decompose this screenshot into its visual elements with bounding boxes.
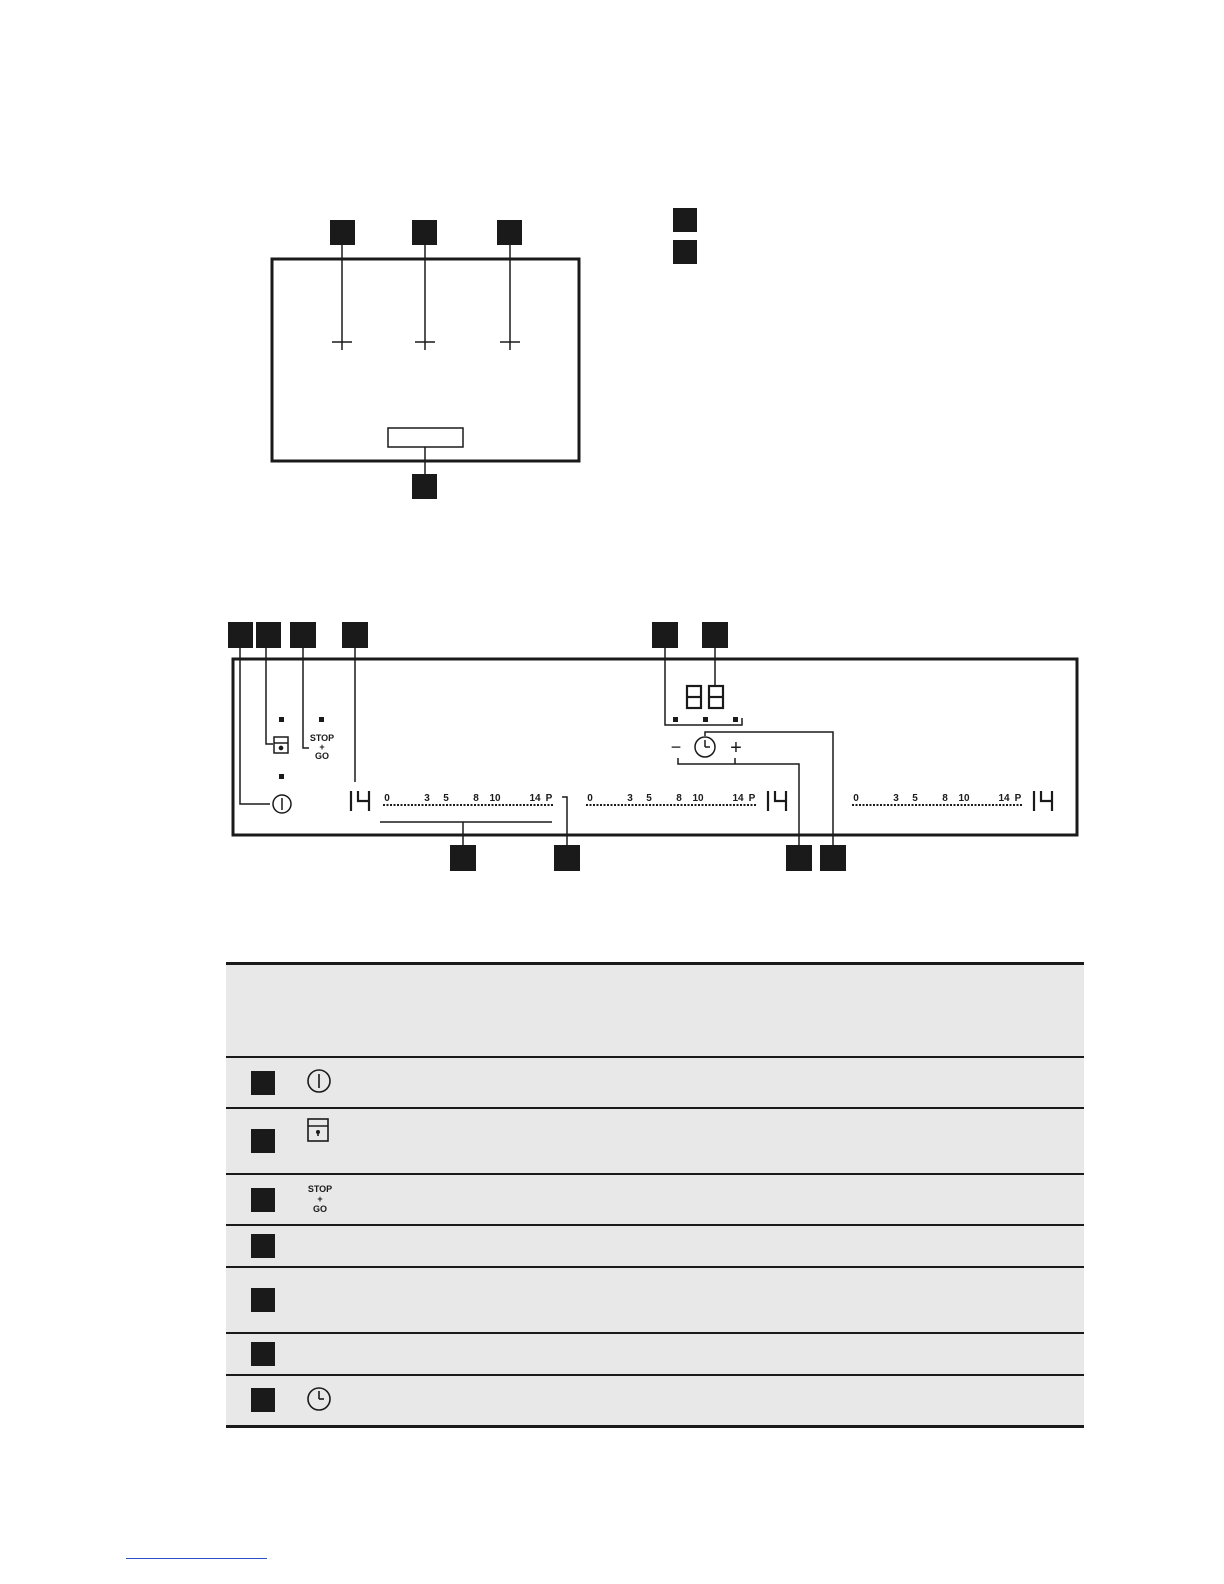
callout-marker-icon [251,1342,275,1366]
timer-plus: + [730,737,742,759]
table-row [226,1175,1084,1226]
callout-marker-icon [554,845,580,871]
svg-text:0: 0 [384,793,390,804]
callout-marker-icon [228,622,253,648]
power-slider-middle [586,793,756,805]
table-row [226,1226,1084,1268]
callout-marker-icon [251,1388,275,1412]
svg-text:8: 8 [473,793,479,804]
callout-marker-icon [251,1188,275,1212]
timer-icon [306,1386,332,1412]
callout-marker-icon [702,622,728,648]
svg-text:5: 5 [912,793,918,804]
callout-marker-icon [251,1234,275,1258]
svg-text:3: 3 [627,793,633,804]
timer-display [687,686,723,708]
table-header [226,965,1084,1058]
callout-marker-icon [251,1071,275,1095]
svg-text:5: 5 [646,793,652,804]
zone-display [768,791,786,811]
power-slider-right [852,793,1022,805]
power-slider-left [383,793,553,805]
callout-marker-icon [786,845,812,871]
callout-marker-icon [342,622,368,648]
svg-text:3: 3 [893,793,899,804]
timer-minus: − [670,737,682,757]
timer-icon [695,737,715,757]
table-row [226,1376,1084,1425]
svg-text:P: P [545,793,553,804]
lock-icon [274,737,288,753]
callout-marker-icon [251,1129,275,1153]
lock-icon [306,1117,330,1143]
control-panel-outline [388,428,463,447]
svg-text:14: 14 [732,793,744,804]
callout-marker-icon [673,240,697,264]
zone-display [1034,791,1052,811]
control-panel-frame [233,659,1077,835]
callout-marker-icon [330,220,355,245]
callout-marker-icon [251,1288,275,1312]
table-row [226,1268,1084,1334]
svg-text:8: 8 [676,793,682,804]
svg-text:STOP: STOP [309,733,335,743]
svg-text:P: P [1014,793,1022,804]
callout-marker-icon [412,474,437,499]
callout-marker-icon [673,208,697,232]
callout-marker-icon [450,845,476,871]
svg-text:0: 0 [853,793,859,804]
svg-text:8: 8 [942,793,948,804]
control-panel-diagram [228,622,1077,871]
svg-text:5: 5 [443,793,449,804]
function-table [226,962,1084,1428]
callout-marker-icon [290,622,316,648]
svg-text:GO: GO [314,751,330,761]
svg-text:0: 0 [587,793,593,804]
table-row [226,1058,1084,1109]
stop-go-label: STOP + GO [307,1184,333,1214]
power-icon [306,1068,332,1094]
footer-link-underline[interactable] [126,1558,267,1559]
power-icon [273,795,291,813]
svg-text:+: + [319,742,325,752]
stop-go-label [310,733,334,761]
svg-text:10: 10 [692,793,704,804]
callout-marker-icon [652,622,678,648]
svg-text:10: 10 [489,793,501,804]
hob-layout-diagram [272,245,579,474]
table-row [226,1334,1084,1376]
svg-text:10: 10 [958,793,970,804]
svg-text:14: 14 [998,793,1010,804]
table-row [226,1109,1084,1175]
zone-display [351,791,369,811]
svg-text:P: P [748,793,756,804]
callout-marker-icon [497,220,522,245]
callout-marker-icon [412,220,437,245]
svg-text:14: 14 [529,793,541,804]
callout-marker-icon [256,622,281,648]
callout-marker-icon [820,845,846,871]
svg-text:3: 3 [424,793,430,804]
